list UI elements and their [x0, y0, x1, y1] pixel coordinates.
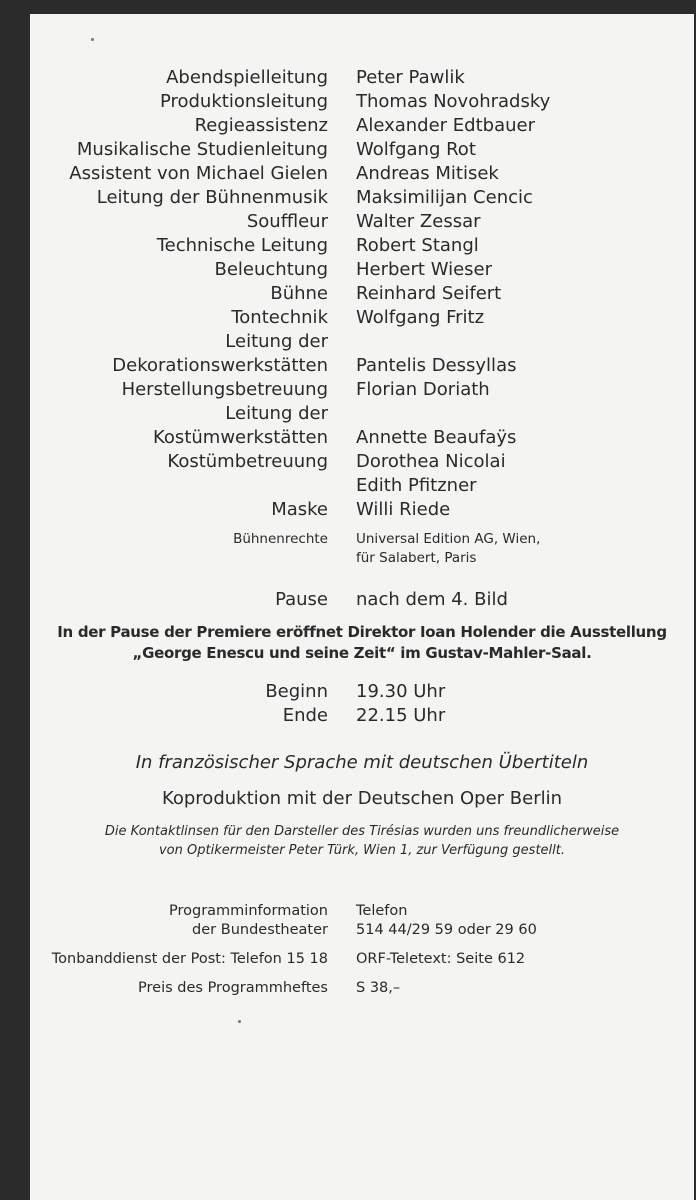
- lenses-note: [30, 822, 694, 860]
- credit-role: Maske: [271, 499, 328, 520]
- credit-name: Florian Doriath: [356, 379, 490, 400]
- rights-value: Universal Edition AG, Wien, für Salabert, Paris: [356, 531, 541, 566]
- credit-role: Leitung der Bühnenmusik: [96, 187, 328, 208]
- info-row: [30, 950, 694, 969]
- credit-row: [30, 474, 694, 498]
- credit-row: [30, 162, 694, 186]
- credit-name: Pantelis Dessyllas: [356, 355, 517, 376]
- service-info: [30, 902, 694, 1008]
- credit-row: [30, 210, 694, 234]
- program-page: [30, 14, 694, 1200]
- credit-row: [30, 258, 694, 282]
- paper-speck: [91, 38, 94, 41]
- credit-row: [30, 90, 694, 114]
- credit-role: Assistent von Michael Gielen: [69, 163, 328, 184]
- rights-row: [30, 530, 694, 568]
- credit-role: Bühne: [270, 283, 328, 304]
- performance-times: [30, 680, 694, 728]
- lenses-line-2: von Optikermeister Peter Türk, Wien 1, zur Verfügung gestellt.: [158, 843, 565, 858]
- end-label: Ende: [282, 705, 328, 726]
- coproduction-note: Koproduktion mit der Deutschen Oper Berlin: [161, 788, 563, 809]
- credit-name: Wolfgang Fritz: [356, 307, 485, 328]
- credits-list: [30, 66, 694, 568]
- credit-name: Andreas Mitisek: [356, 163, 499, 184]
- credit-role: Herstellungsbetreuung: [121, 379, 328, 400]
- credit-row: [30, 498, 694, 522]
- credit-name: Edith Pfitzner: [356, 475, 477, 496]
- credit-role: Produktionsleitung: [159, 91, 328, 112]
- credit-row: [30, 450, 694, 474]
- credit-name: Reinhard Seifert: [356, 283, 502, 304]
- credit-name: Willi Riede: [356, 499, 451, 520]
- lenses-line-1: Die Kontaktlinsen für den Darsteller des Tirésias wurden uns freundlicherweise: [104, 824, 620, 839]
- language-note: In französischer Sprache mit deutschen Übertiteln: [135, 752, 589, 773]
- credit-role: [30, 474, 328, 498]
- credit-name: Walter Zessar: [356, 211, 481, 232]
- credit-name: Herbert Wieser: [356, 259, 493, 280]
- credit-role: Tontechnik: [231, 307, 328, 328]
- exhibition-notice: [30, 622, 694, 664]
- credit-row: [30, 234, 694, 258]
- info-label: Programminformation der Bundestheater: [169, 903, 328, 938]
- credit-role: Regieassistenz: [194, 115, 328, 136]
- credit-role: Dekorationswerkstätten: [112, 355, 328, 376]
- credit-name: Alexander Edtbauer: [356, 115, 535, 136]
- credit-name: Wolfgang Rot: [356, 139, 476, 160]
- credit-row: [30, 426, 694, 450]
- credit-name: Thomas Novohradsky: [356, 91, 551, 112]
- pause-label: Pause: [275, 589, 328, 610]
- credit-name: Robert Stangl: [356, 235, 479, 256]
- info-value: ORF-Teletext: Seite 612: [356, 951, 526, 967]
- credit-name: Annette Beaufaÿs: [356, 427, 517, 448]
- pause-value: nach dem 4. Bild: [356, 589, 508, 610]
- info-label: Tonbanddienst der Post: Telefon 15 18: [51, 951, 328, 967]
- credit-row: [30, 138, 694, 162]
- credit-row: [30, 378, 694, 402]
- credit-role: Abendspielleitung: [166, 67, 328, 88]
- credit-row: [30, 282, 694, 306]
- credit-name: Peter Pawlik: [356, 67, 465, 88]
- notice-line-1: In der Pause der Premiere eröffnet Direktor Ioan Holender die Ausstellung: [57, 623, 667, 641]
- credit-row: [30, 114, 694, 138]
- notice-line-2: „George Enescu und seine Zeit“ im Gustav-Mahler-Saal.: [132, 644, 592, 662]
- credit-role: Kostümbetreuung: [167, 451, 328, 472]
- credit-row: [30, 354, 694, 378]
- credit-role: Kostümwerkstätten: [153, 427, 328, 448]
- credit-row: [30, 330, 694, 354]
- rights-label: Bühnenrechte: [233, 531, 328, 547]
- credit-row: [30, 66, 694, 90]
- credit-role: Leitung der: [225, 403, 328, 424]
- info-value: S 38,–: [356, 980, 401, 996]
- info-value: Telefon 514 44/29 59 oder 29 60: [356, 903, 537, 938]
- begin-value: 19.30 Uhr: [356, 681, 446, 702]
- pause-info: [30, 588, 694, 612]
- info-label: Preis des Programmheftes: [138, 980, 328, 996]
- credit-role: Musikalische Studienleitung: [76, 139, 328, 160]
- paper-speck: [238, 1020, 241, 1023]
- credit-role: Leitung der: [225, 331, 328, 352]
- info-row: [30, 902, 694, 940]
- info-row: [30, 979, 694, 998]
- credit-row: [30, 306, 694, 330]
- credit-row: [30, 186, 694, 210]
- credit-role: Souffleur: [246, 211, 328, 232]
- credit-row: [30, 402, 694, 426]
- credit-name: Dorothea Nicolai: [356, 451, 506, 472]
- credit-role: Technische Leitung: [156, 235, 328, 256]
- credit-name: Maksimilijan Cencic: [356, 187, 533, 208]
- begin-label: Beginn: [265, 681, 328, 702]
- credit-role: Beleuchtung: [214, 259, 328, 280]
- end-value: 22.15 Uhr: [356, 705, 446, 726]
